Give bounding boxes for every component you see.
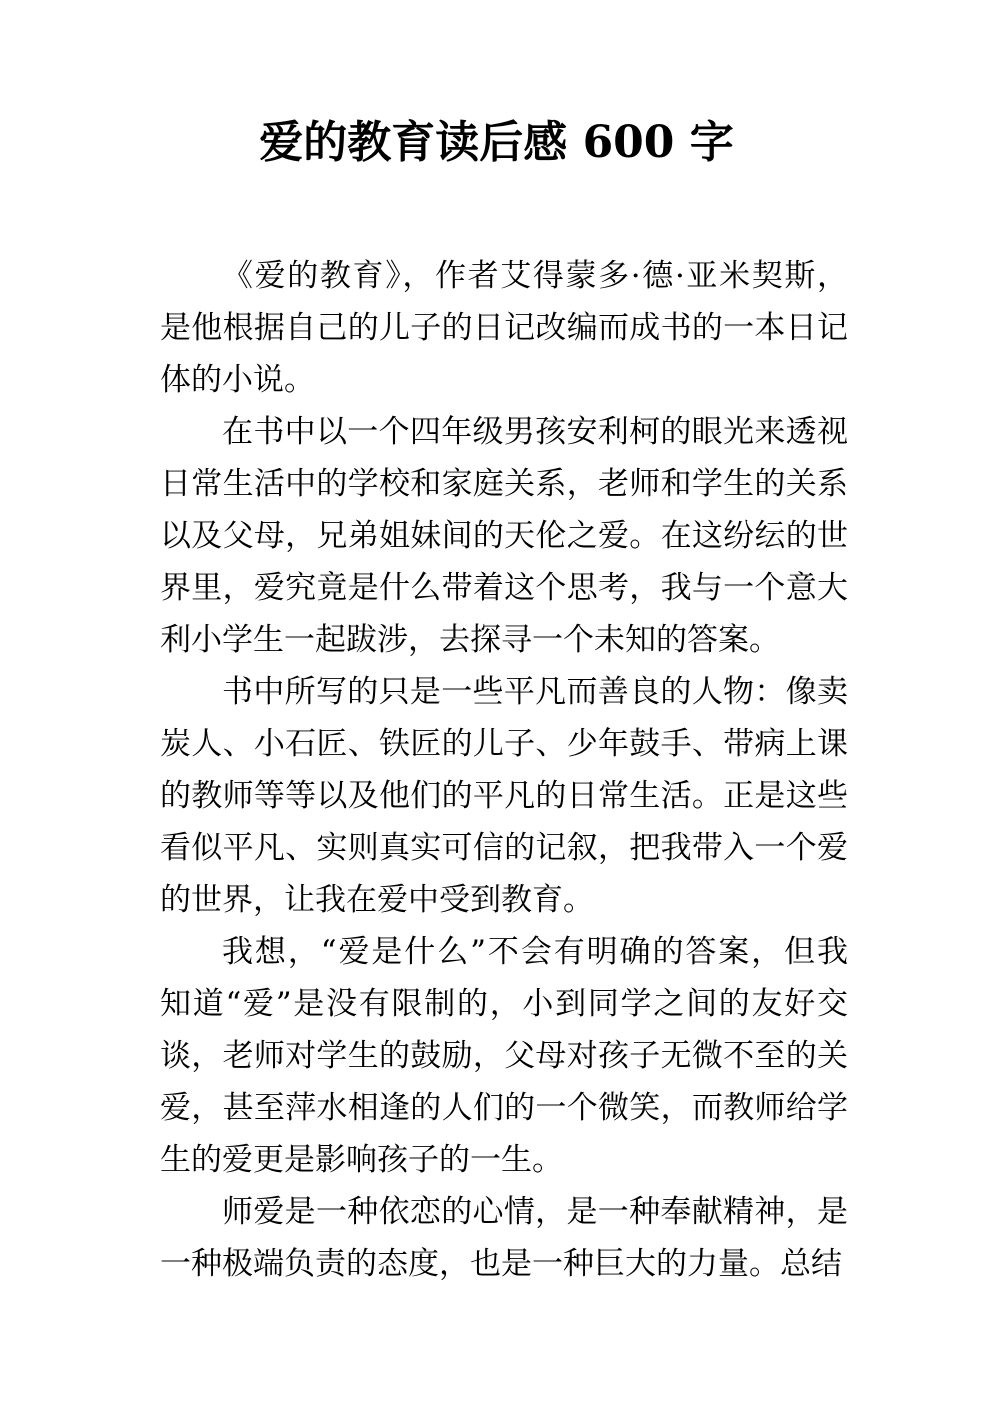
text-line: 在书中以一个四年级男孩安利柯的眼光来透视 — [222, 414, 848, 450]
text-line: 的教师等等以及他们的平凡的日常生活。正是这些 — [160, 778, 848, 814]
paragraph-5 — [160, 1186, 848, 1290]
text-line: 师爱是一种依恋的心情，是一种奉献精神，是 — [222, 1194, 848, 1230]
text-line: 知道“爱”是没有限制的，小到同学之间的友好交 — [160, 986, 848, 1022]
text-line: 《爱的教育》，作者艾得蒙多·德·亚米契斯， — [222, 258, 848, 294]
text-line: 以及父母，兄弟姐妹间的天伦之爱。在这纷纭的世 — [160, 518, 848, 554]
text-line: 书中所写的只是一些平凡而善良的人物：像卖 — [222, 674, 848, 710]
text-line: 一种极端负责的态度，也是一种巨大的力量。总结 — [160, 1246, 842, 1282]
paragraph-1 — [160, 250, 848, 406]
text-line: 利小学生一起跋涉，去探寻一个未知的答案。 — [160, 622, 780, 658]
text-line: 日常生活中的学校和家庭关系，老师和学生的关系 — [160, 466, 848, 502]
text-line: 我想，“爱是什么”不会有明确的答案，但我 — [222, 934, 848, 970]
text-line: 炭人、小石匠、铁匠的儿子、少年鼓手、带病上课 — [160, 726, 848, 762]
text-line: 的世界，让我在爱中受到教育。 — [160, 882, 594, 918]
paragraph-2 — [160, 406, 848, 666]
text-line: 谈，老师对学生的鼓励，父母对孩子无微不至的关 — [160, 1038, 848, 1074]
text-line: 体的小说。 — [160, 362, 315, 398]
text-line: 爱，甚至萍水相逢的人们的一个微笑，而教师给学 — [160, 1090, 848, 1126]
paragraph-4 — [160, 926, 848, 1186]
text-line: 看似平凡、实则真实可信的记叙，把我带入一个爱 — [160, 830, 848, 866]
text-line: 生的爱更是影响孩子的一生。 — [160, 1142, 563, 1178]
document-body — [160, 250, 848, 1290]
document-title: 爱的教育读后感 600 字 — [259, 117, 734, 168]
text-line: 界里，爱究竟是什么带着这个思考，我与一个意大 — [160, 570, 848, 606]
paragraph-3 — [160, 666, 848, 926]
text-line: 是他根据自己的儿子的日记改编而成书的一本日记 — [160, 310, 848, 346]
